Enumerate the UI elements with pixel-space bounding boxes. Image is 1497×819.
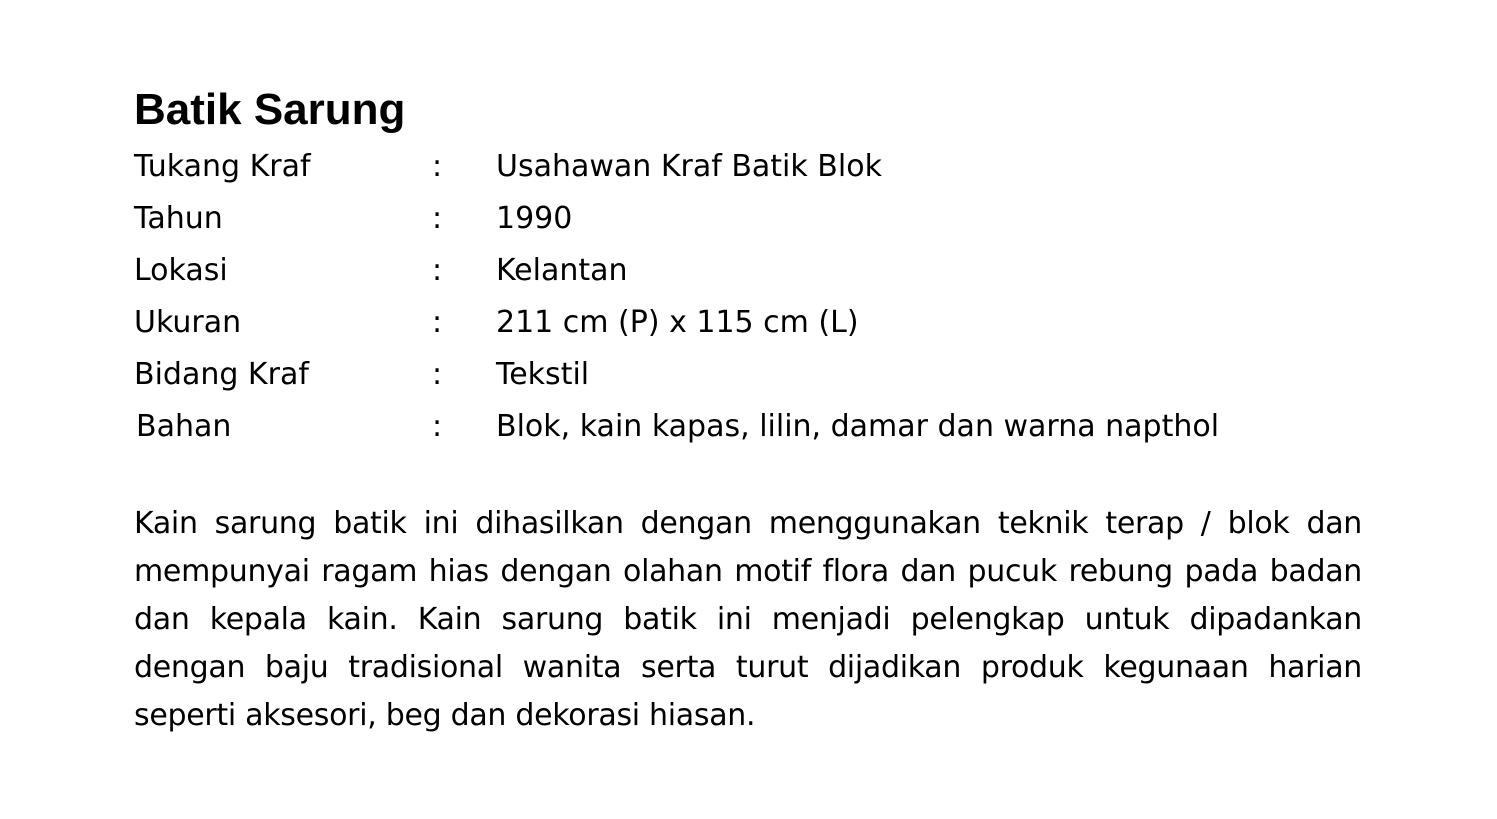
- detail-row-bahan: [134, 401, 1384, 453]
- detail-row-lokasi: [134, 245, 1384, 297]
- detail-value: 211 cm (P) x 115 cm (L): [496, 305, 859, 340]
- details-list: [134, 141, 1384, 453]
- detail-value: 1990: [496, 201, 573, 236]
- detail-row-ukuran: [134, 297, 1384, 349]
- detail-value: Kelantan: [496, 253, 628, 288]
- detail-label: Tukang Kraf: [134, 149, 311, 184]
- detail-value: Tekstil: [496, 357, 590, 392]
- detail-colon: :: [432, 305, 443, 340]
- detail-label: Tahun: [134, 201, 223, 236]
- detail-label: Lokasi: [134, 253, 228, 288]
- detail-colon: :: [432, 201, 443, 236]
- detail-label: Bidang Kraf: [134, 357, 309, 392]
- detail-value: Usahawan Kraf Batik Blok: [496, 149, 882, 184]
- detail-value: Blok, kain kapas, lilin, damar dan warna napthol: [496, 409, 1220, 444]
- description-paragraph: Kain sarung batik ini dihasilkan dengan menggunakan teknik terap / blok dan mempunyai ragam hias dengan olahan motif flora dan pucuk rebung pada badan dan kepala kain. Kain sarung batik ini menjadi pelengkap untuk dipadankan dengan baju tradisional wanita serta turut dijadikan produk kegunaan harian seperti aksesori, beg dan dekorasi hiasan.: [134, 506, 1362, 733]
- page-title: Batik Sarung: [134, 85, 406, 134]
- detail-row-tahun: [134, 193, 1384, 245]
- detail-colon: :: [432, 409, 443, 444]
- detail-colon: :: [432, 149, 443, 184]
- detail-colon: :: [432, 253, 443, 288]
- detail-row-bidang-kraf: [134, 349, 1384, 401]
- detail-row-tukang-kraf: [134, 141, 1384, 193]
- detail-label: Bahan: [136, 409, 232, 444]
- detail-label: Ukuran: [134, 305, 242, 340]
- detail-colon: :: [432, 357, 443, 392]
